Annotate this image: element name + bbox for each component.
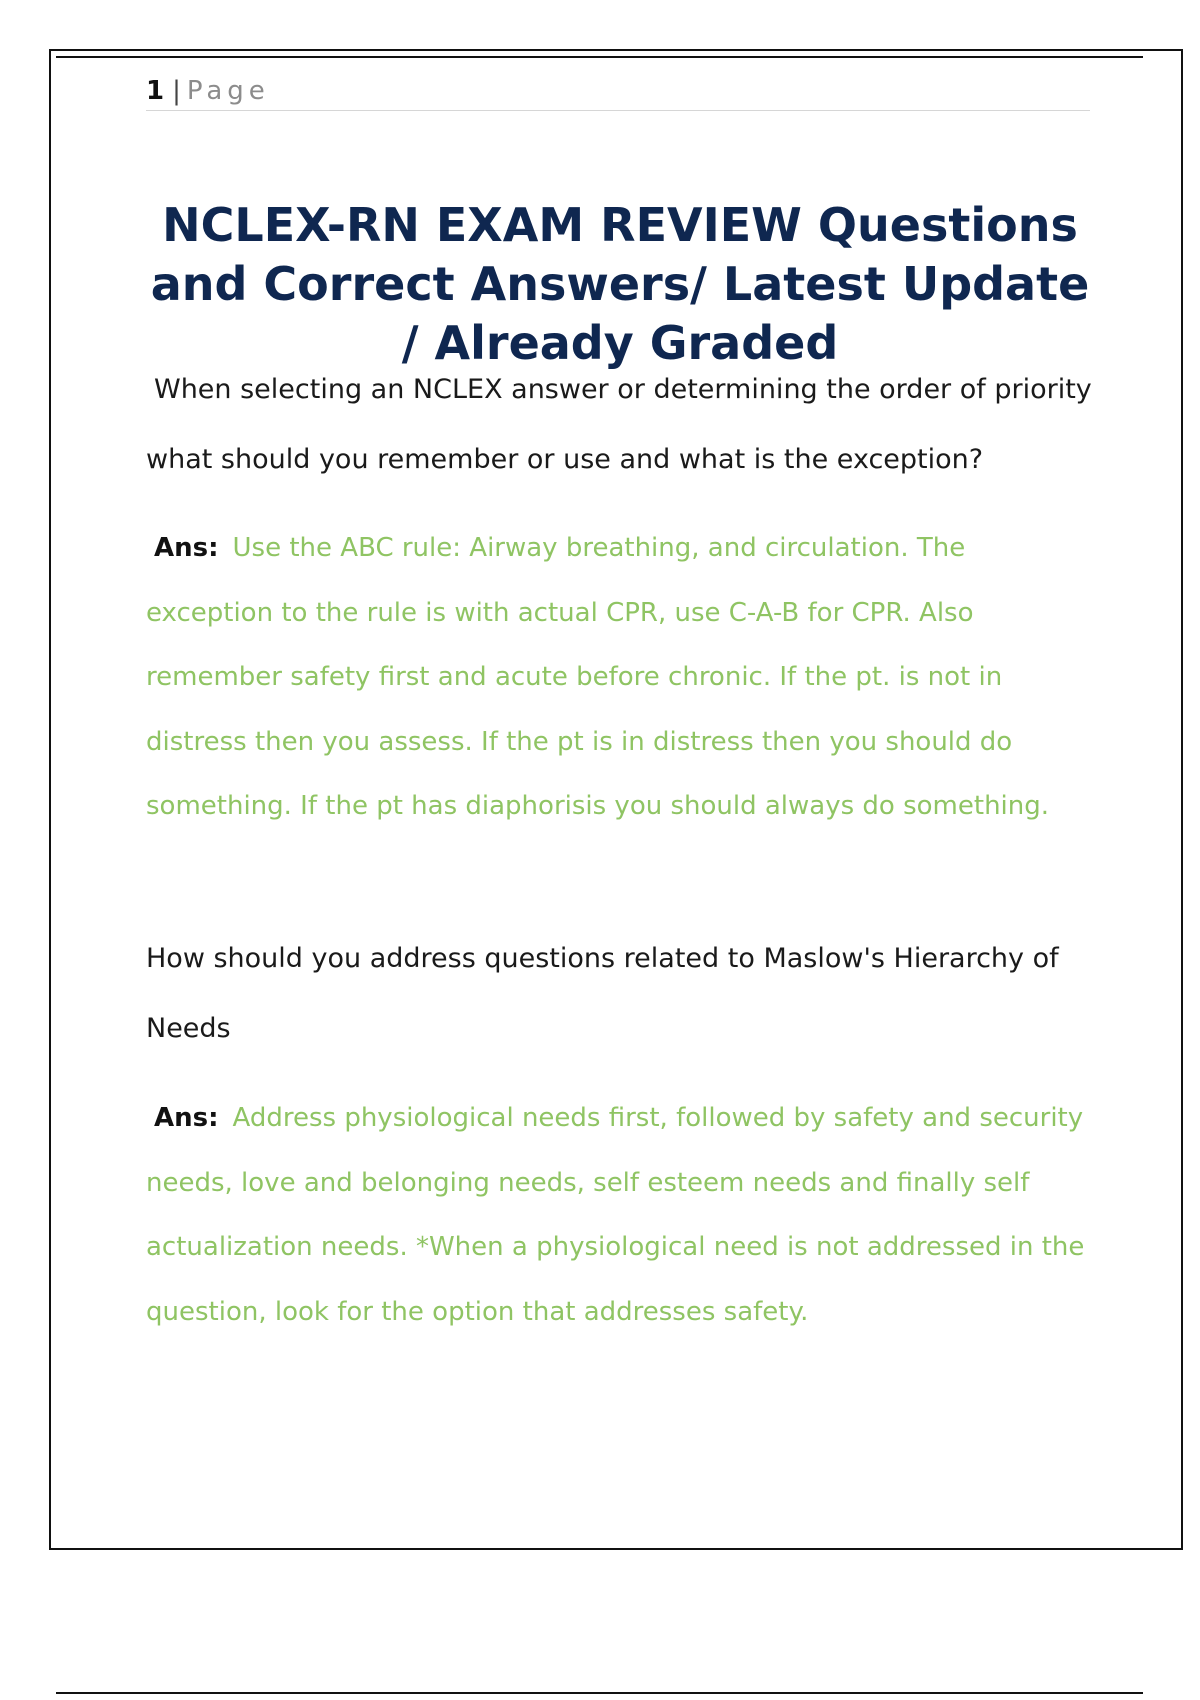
answer-1-label: Ans: (154, 533, 219, 563)
page-label: Page (186, 76, 270, 106)
question-1-line-1: When selecting an NCLEX answer or determining the order of priority (154, 374, 1092, 405)
question-1 (146, 355, 1096, 495)
question-1-line-2: what should you remember or use and what is the exception? (146, 444, 984, 475)
answer-2 (146, 1086, 1096, 1344)
document-title: NCLEX-RN EXAM REVIEW Questions and Correct Answers/ Latest Update / Already Graded (150, 198, 1090, 370)
answer-1 (146, 516, 1096, 839)
answer-1-text: Use the ABC rule: Airway breathing, and circulation. The exception to the rule is with actual CPR, use C-A-B for CPR. Also remember safety first and acute before chronic. If the pt. is not in distress then you assess. If the pt is in distress then you should do something. If the pt has diaphorisis you should always do something. (146, 533, 1050, 821)
header-separator: | (172, 76, 181, 106)
bottom-rule (56, 1692, 1143, 1694)
page-number: 1 (146, 76, 165, 106)
page-header (146, 74, 1090, 111)
answer-2-label: Ans: (154, 1103, 219, 1133)
answer-2-text: Address physiological needs first, followed by safety and security needs, love and belonging needs, self esteem needs and finally self actualization needs. *When a physiological need is not addressed in the question, look for the option that addresses safety. (146, 1103, 1085, 1327)
top-rule (56, 56, 1143, 58)
question-2: How should you address questions related to Maslow's Hierarchy of Needs (146, 943, 1059, 1044)
